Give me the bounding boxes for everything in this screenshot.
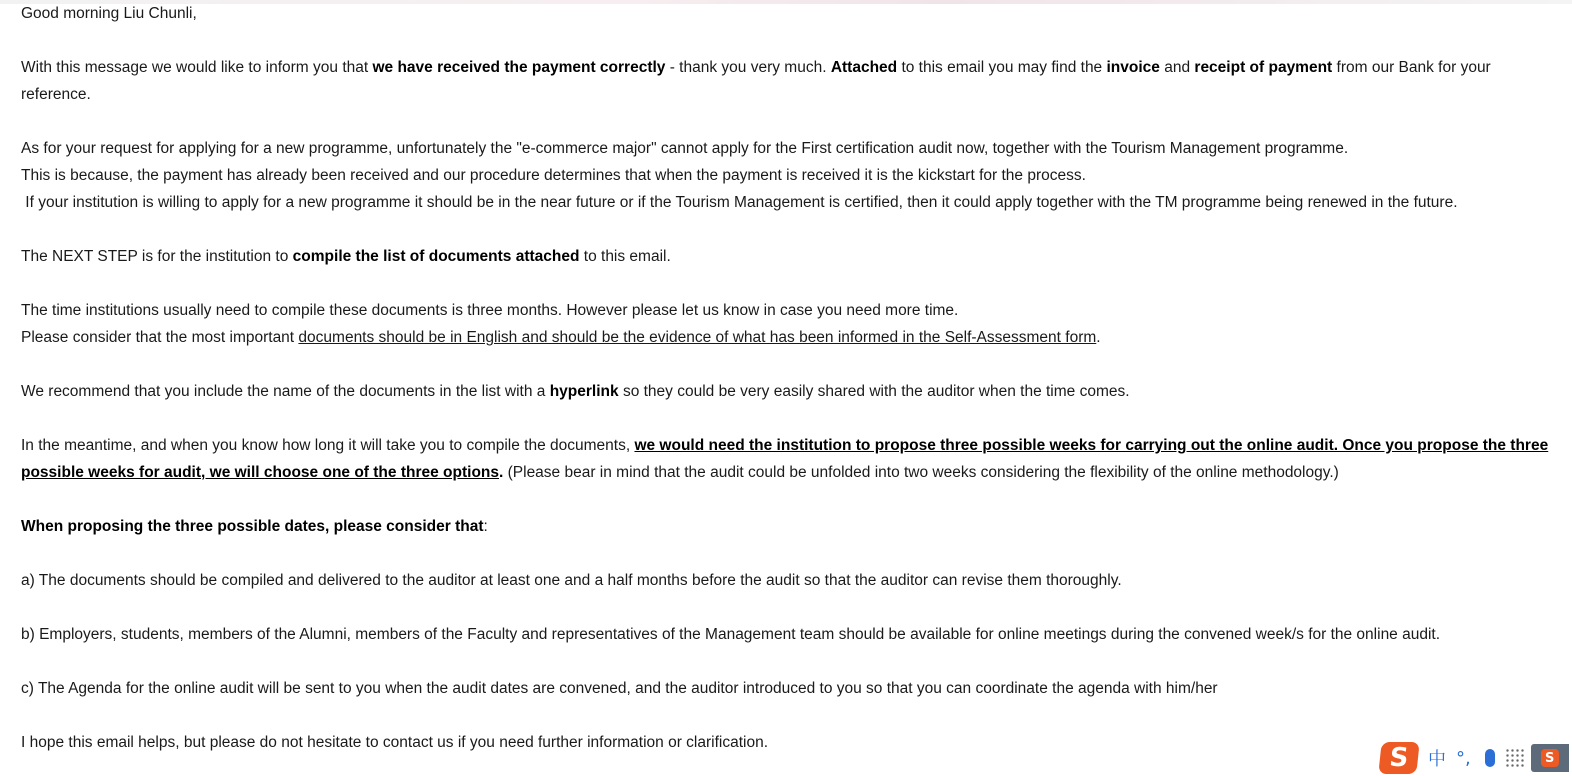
- ime-language-toggle[interactable]: 中: [1428, 749, 1446, 770]
- taskbar-tray[interactable]: [1531, 744, 1569, 772]
- text-line: This is because, the payment has already been received and our procedure determines that when the payment is received it is the kickstart for the process.: [21, 167, 1086, 184]
- text: (Please bear in mind that the audit could be unfolded into two weeks considering the flexibility of the online methodology.): [503, 464, 1339, 481]
- ime-punctuation-toggle[interactable]: °,: [1456, 747, 1471, 769]
- greeting: Good morning Liu Chunli,: [21, 5, 197, 22]
- sogou-tray-icon[interactable]: S: [1541, 749, 1559, 767]
- text: to this email you may find the: [897, 59, 1107, 76]
- closing: I hope this email helps, but please do not hesitate to contact us if you need further information or clarification.: [21, 734, 769, 751]
- text: and: [1159, 59, 1195, 76]
- text: With this message we would like to inform you that: [21, 59, 373, 76]
- text: We recommend that you include the name of the documents in the list with a: [21, 383, 550, 400]
- microphone-icon[interactable]: [1485, 749, 1495, 767]
- bold-underlined-text: we would need the institution to propose three possible weeks for carrying out the online audit. Once you propose the three possible weeks for audit, we will choose one of the three options: [21, 437, 1549, 481]
- text-line: If your institution is willing to apply for a new programme it should be in the near future or if the Tourism Management is certified, then it could apply together with the TM programme being renewed in the future.: [21, 194, 1458, 211]
- email-body: [21, 0, 1556, 756]
- list-item-b: b) Employers, students, members of the Alumni, members of the Faculty and representatives of the Management team should be available for online meetings during the convened week/s for the online audit.: [21, 626, 1441, 643]
- bold-text: compile the list of documents attached: [292, 248, 580, 265]
- keyboard-grid-icon[interactable]: [1505, 748, 1525, 768]
- paragraph-next-step: [21, 243, 1556, 270]
- paragraph-time: [21, 297, 1556, 351]
- sogou-logo-icon[interactable]: S: [1378, 742, 1419, 774]
- ime-toolbar[interactable]: [1380, 740, 1572, 776]
- paragraph-proposing-header: [21, 513, 1556, 540]
- bold-text: When proposing the three possible dates, please consider that: [21, 518, 484, 535]
- text: so they could be very easily shared with the auditor when the time comes.: [618, 383, 1130, 400]
- text: :: [483, 518, 488, 535]
- text-line: As for your request for applying for a new programme, unfortunately the "e-commerce major" cannot apply for the First certification audit now, together with the Tourism Management programme.: [21, 140, 1349, 157]
- list-item-c: c) The Agenda for the online audit will be sent to you when the audit dates are convened, and the auditor introduced to you so that you can coordinate the agenda with him/her: [21, 680, 1218, 697]
- bold-text: hyperlink: [549, 383, 619, 400]
- bold-text: invoice: [1106, 59, 1160, 76]
- text: In the meantime, and when you know how long it will take you to compile the documents,: [21, 437, 635, 454]
- bold-text: we have received the payment correctly: [372, 59, 666, 76]
- text: to this email.: [579, 248, 671, 265]
- list-item-a: a) The documents should be compiled and delivered to the auditor at least one and a half months before the audit so that the auditor can revise them thoroughly.: [21, 572, 1122, 589]
- text-line: [21, 324, 1556, 351]
- text: The NEXT STEP is for the institution to: [21, 248, 293, 265]
- text: .: [1096, 329, 1101, 346]
- text: from our Bank for your reference.: [21, 59, 1491, 103]
- bold-text: receipt of payment: [1194, 59, 1333, 76]
- text: Please consider that the most important: [21, 329, 299, 346]
- text: - thank you very much.: [665, 59, 831, 76]
- paragraph-hyperlink: [21, 378, 1556, 405]
- paragraph-new-programme: [21, 135, 1556, 216]
- text-line: The time institutions usually need to compile these documents is three months. However please let us know in case you need more time.: [21, 302, 959, 319]
- paragraph-payment: [21, 54, 1556, 108]
- bold-text: .: [499, 464, 504, 481]
- underlined-text: documents should be in English and should be the evidence of what has been informed in the Self-Assessment form: [298, 329, 1097, 346]
- bold-text: Attached: [830, 59, 898, 76]
- paragraph-meantime: [21, 432, 1556, 486]
